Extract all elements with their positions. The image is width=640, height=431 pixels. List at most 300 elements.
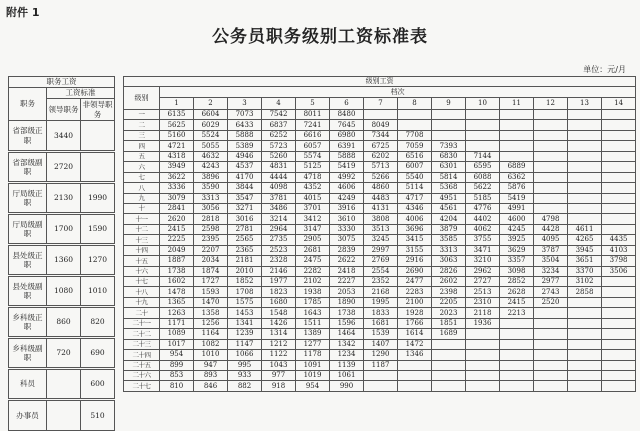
leader-pay: 1080	[47, 276, 81, 307]
grade-value: 2916	[398, 256, 432, 266]
position-row	[9, 214, 115, 245]
grade-value: 6980	[330, 130, 364, 140]
empty-cell	[602, 193, 636, 203]
grade-value: 3808	[364, 214, 398, 224]
grade-value: 3357	[500, 256, 534, 266]
grade-value: 893	[194, 370, 228, 380]
grade-value: 4946	[228, 151, 262, 161]
grade-value: 7393	[432, 141, 466, 151]
grade-value: 2181	[228, 256, 262, 266]
grade-value: 1593	[194, 287, 228, 297]
grade-value: 1539	[364, 329, 398, 339]
grade-value: 990	[330, 381, 364, 391]
grade-value: 5814	[432, 172, 466, 182]
empty-cell	[500, 370, 534, 380]
empty-cell	[466, 381, 500, 391]
grade-value: 2225	[160, 235, 194, 245]
col-header-level: 级别	[124, 87, 160, 110]
grade-value: 3271	[228, 203, 262, 213]
grade-value: 1277	[296, 339, 330, 349]
grade-value: 3629	[500, 245, 534, 255]
empty-cell	[432, 370, 466, 380]
empty-cell	[534, 203, 568, 213]
level-label: 二十六	[124, 370, 160, 380]
grade-value: 2565	[228, 235, 262, 245]
grade-value: 8011	[296, 110, 330, 120]
grade-value: 4170	[228, 172, 262, 182]
empty-cell	[568, 297, 602, 307]
empty-cell	[466, 370, 500, 380]
grade-value: 2328	[262, 256, 296, 266]
grade-value: 2477	[398, 277, 432, 287]
leader-pay: 720	[47, 338, 81, 369]
grade-value: 4245	[500, 224, 534, 234]
grade-value: 4951	[432, 193, 466, 203]
grade-value: 3506	[602, 266, 636, 276]
level-label: 十九	[124, 297, 160, 307]
grade-value: 1178	[296, 350, 330, 360]
grade-value: 7241	[296, 120, 330, 130]
grade-value: 1575	[228, 297, 262, 307]
grade-value: 7645	[330, 120, 364, 130]
grade-value: 5888	[330, 151, 364, 161]
grade-value: 2310	[466, 297, 500, 307]
grade-header-row	[124, 98, 636, 110]
empty-cell	[602, 203, 636, 213]
grade-value: 2100	[398, 297, 432, 307]
empty-cell	[500, 151, 534, 161]
empty-cell	[534, 183, 568, 193]
level-label: 十七	[124, 277, 160, 287]
grade-value: 3925	[500, 235, 534, 245]
level-label: 十八	[124, 287, 160, 297]
grade-value: 4015	[296, 193, 330, 203]
grade-value: 1823	[262, 287, 296, 297]
empty-cell	[602, 360, 636, 370]
step-header: 1	[160, 98, 194, 110]
grade-value: 2053	[330, 287, 364, 297]
grade-value: 5185	[466, 193, 500, 203]
nonleader-pay: 1010	[81, 276, 115, 307]
empty-cell	[534, 339, 568, 349]
grade-value: 6830	[432, 151, 466, 161]
grade-value: 3155	[398, 245, 432, 255]
grade-value: 3585	[432, 235, 466, 245]
grade-value: 2962	[466, 266, 500, 276]
grade-row	[124, 370, 636, 380]
group-header-position-pay: 职务工资	[9, 77, 115, 88]
grade-value: 882	[228, 381, 262, 391]
empty-cell	[398, 381, 432, 391]
empty-cell	[398, 110, 432, 120]
empty-cell	[568, 183, 602, 193]
step-header: 3	[228, 98, 262, 110]
grade-value: 5114	[398, 183, 432, 193]
grade-value: 5419	[500, 193, 534, 203]
position-name: 乡科级副职	[9, 338, 47, 369]
grade-value: 4831	[262, 162, 296, 172]
grade-value: 1314	[262, 329, 296, 339]
grade-value: 3945	[568, 245, 602, 255]
nonleader-pay	[81, 121, 115, 152]
grade-value: 2213	[500, 308, 534, 318]
leader-pay: 2720	[47, 152, 81, 183]
grade-value: 2168	[364, 287, 398, 297]
empty-cell	[534, 360, 568, 370]
grade-value: 3147	[296, 224, 330, 234]
empty-cell	[602, 308, 636, 318]
grade-value: 3210	[466, 256, 500, 266]
grade-header-row	[124, 77, 636, 87]
grade-value: 1091	[296, 360, 330, 370]
grade-value: 5723	[262, 141, 296, 151]
empty-cell	[568, 120, 602, 130]
grade-value: 4098	[262, 183, 296, 193]
position-name: 科员	[9, 369, 47, 400]
step-header: 13	[568, 98, 602, 110]
position-row	[9, 307, 115, 338]
grade-value: 918	[262, 381, 296, 391]
grade-value: 1938	[296, 287, 330, 297]
grade-value: 1708	[228, 287, 262, 297]
level-label: 十五	[124, 256, 160, 266]
grade-value: 2997	[364, 245, 398, 255]
grade-value: 1890	[330, 297, 364, 307]
grade-value: 2841	[160, 203, 194, 213]
empty-cell	[534, 193, 568, 203]
grade-value: 2839	[330, 245, 364, 255]
grade-value: 3075	[330, 235, 364, 245]
grade-value: 3486	[262, 203, 296, 213]
grade-value: 5419	[330, 162, 364, 172]
grade-value: 6516	[398, 151, 432, 161]
grade-value: 1680	[262, 297, 296, 307]
empty-cell	[602, 172, 636, 182]
empty-cell	[432, 339, 466, 349]
grade-value: 2622	[330, 256, 364, 266]
grade-value: 1212	[262, 339, 296, 349]
empty-cell	[602, 162, 636, 172]
grade-value: 7542	[262, 110, 296, 120]
empty-cell	[398, 120, 432, 130]
grade-row	[124, 245, 636, 255]
grade-value: 947	[194, 360, 228, 370]
grade-value: 6889	[500, 162, 534, 172]
leader-pay: 1700	[47, 214, 81, 245]
empty-cell	[602, 339, 636, 349]
grade-value: 1602	[160, 277, 194, 287]
grade-value: 1358	[194, 308, 228, 318]
empty-cell	[602, 287, 636, 297]
grade-value: 3610	[330, 214, 364, 224]
step-header: 9	[432, 98, 466, 110]
empty-cell	[534, 370, 568, 380]
grade-value: 1061	[330, 370, 364, 380]
empty-cell	[568, 318, 602, 328]
grade-row	[124, 162, 636, 172]
grade-value: 1082	[194, 339, 228, 349]
step-header: 4	[262, 98, 296, 110]
empty-cell	[500, 329, 534, 339]
empty-cell	[602, 110, 636, 120]
grade-value: 6057	[296, 141, 330, 151]
grade-value: 1017	[160, 339, 194, 349]
grade-value: 1548	[262, 308, 296, 318]
position-name: 厅局级正职	[9, 183, 47, 214]
leader-pay: 3440	[47, 121, 81, 152]
grade-value: 2102	[296, 277, 330, 287]
grade-value: 3798	[602, 256, 636, 266]
grade-value: 4721	[160, 141, 194, 151]
grade-row	[124, 339, 636, 349]
grade-value: 1010	[194, 350, 228, 360]
grade-value: 2554	[364, 266, 398, 276]
grade-row	[124, 329, 636, 339]
grade-value: 1171	[160, 318, 194, 328]
leader-pay: 1360	[47, 245, 81, 276]
grade-value: 1342	[330, 339, 364, 349]
grade-value: 954	[160, 350, 194, 360]
empty-cell	[534, 162, 568, 172]
grade-value: 1407	[364, 339, 398, 349]
grade-value: 2858	[568, 287, 602, 297]
empty-cell	[568, 141, 602, 151]
empty-cell	[568, 339, 602, 349]
grade-value: 954	[296, 381, 330, 391]
level-label: 一	[124, 110, 160, 120]
grade-value: 5540	[398, 172, 432, 182]
attachment-label: 附件 1	[6, 6, 40, 19]
grade-value: 2034	[194, 256, 228, 266]
grade-value: 2513	[466, 287, 500, 297]
empty-cell	[568, 162, 602, 172]
grade-value: 2826	[432, 266, 466, 276]
step-header: 7	[364, 98, 398, 110]
position-name: 省部级副职	[9, 152, 47, 183]
grade-value: 2023	[432, 308, 466, 318]
grade-value: 5876	[500, 183, 534, 193]
grade-value: 1833	[364, 308, 398, 318]
grade-value: 5625	[160, 120, 194, 130]
level-label: 七	[124, 172, 160, 182]
empty-cell	[568, 172, 602, 182]
grade-value: 3234	[534, 266, 568, 276]
leader-pay	[47, 369, 81, 400]
grade-value: 2398	[432, 287, 466, 297]
grade-value: 3755	[466, 235, 500, 245]
col-header-position: 职务	[9, 88, 47, 121]
grade-value: 2781	[228, 224, 262, 234]
grade-value: 2415	[500, 297, 534, 307]
empty-cell	[364, 381, 398, 391]
grade-value: 2205	[432, 297, 466, 307]
nonleader-pay: 690	[81, 338, 115, 369]
level-label: 八	[124, 183, 160, 193]
grade-value: 1681	[364, 318, 398, 328]
empty-cell	[568, 151, 602, 161]
grade-value: 7144	[466, 151, 500, 161]
empty-cell	[602, 214, 636, 224]
empty-cell	[500, 120, 534, 130]
grade-value: 3415	[398, 235, 432, 245]
level-label: 九	[124, 193, 160, 203]
empty-cell	[500, 130, 534, 140]
empty-cell	[568, 350, 602, 360]
grade-value: 7059	[398, 141, 432, 151]
grade-value: 5160	[160, 130, 194, 140]
empty-cell	[602, 318, 636, 328]
step-header: 12	[534, 98, 568, 110]
grade-row	[124, 224, 636, 234]
grade-value: 1089	[160, 329, 194, 339]
empty-cell	[568, 214, 602, 224]
grade-value: 4265	[568, 235, 602, 245]
level-label: 十	[124, 203, 160, 213]
position-row	[9, 152, 115, 183]
position-name: 县处级副职	[9, 276, 47, 307]
grade-value: 4992	[330, 172, 364, 182]
empty-cell	[432, 130, 466, 140]
grade-value: 1766	[398, 318, 432, 328]
grade-value: 5055	[194, 141, 228, 151]
grade-value: 3330	[330, 224, 364, 234]
position-header-row	[9, 77, 115, 88]
empty-cell	[432, 381, 466, 391]
nonleader-pay	[81, 152, 115, 183]
grade-value: 1453	[228, 308, 262, 318]
empty-cell	[500, 110, 534, 120]
grade-value: 1043	[262, 360, 296, 370]
grade-value: 6616	[296, 130, 330, 140]
grade-value: 2520	[534, 297, 568, 307]
step-header: 11	[500, 98, 534, 110]
grade-value: 1738	[330, 308, 364, 318]
grade-row	[124, 350, 636, 360]
position-row	[9, 369, 115, 400]
grade-value: 3844	[228, 183, 262, 193]
grade-value: 1738	[160, 266, 194, 276]
empty-cell	[568, 329, 602, 339]
grade-row	[124, 110, 636, 120]
grade-value: 2418	[330, 266, 364, 276]
grade-header-row	[124, 87, 636, 98]
grade-value: 1887	[160, 256, 194, 266]
grade-value: 1727	[194, 277, 228, 287]
grade-value: 4600	[500, 214, 534, 224]
empty-cell	[466, 339, 500, 349]
grade-value: 6202	[364, 151, 398, 161]
grade-value: 1187	[364, 360, 398, 370]
grade-value: 1928	[398, 308, 432, 318]
grade-value: 5368	[432, 183, 466, 193]
empty-cell	[602, 297, 636, 307]
col-header-leader: 领导职务	[47, 99, 81, 121]
step-header: 6	[330, 98, 364, 110]
nonleader-pay: 1270	[81, 245, 115, 276]
empty-cell	[534, 318, 568, 328]
grade-value: 6362	[500, 172, 534, 182]
col-header-standard: 工资标准	[47, 88, 115, 99]
step-header: 10	[466, 98, 500, 110]
grade-value: 4006	[398, 214, 432, 224]
step-header: 5	[296, 98, 330, 110]
grade-value: 2146	[262, 266, 296, 276]
grade-value: 6252	[262, 130, 296, 140]
grade-value: 1341	[228, 318, 262, 328]
grade-value: 6433	[228, 120, 262, 130]
level-label: 二十四	[124, 350, 160, 360]
empty-cell	[568, 370, 602, 380]
grade-value: 3471	[466, 245, 500, 255]
grade-value: 1478	[160, 287, 194, 297]
empty-cell	[534, 151, 568, 161]
grade-value: 2415	[160, 224, 194, 234]
grade-value: 3336	[160, 183, 194, 193]
empty-cell	[432, 110, 466, 120]
grade-value: 4428	[534, 224, 568, 234]
grade-value: 1785	[296, 297, 330, 307]
nonleader-pay: 510	[81, 400, 115, 431]
grade-value: 4352	[296, 183, 330, 193]
group-header-grade-pay: 级别工资	[124, 77, 636, 87]
grade-value: 6595	[466, 162, 500, 172]
position-row	[9, 121, 115, 152]
grade-value: 5266	[364, 172, 398, 182]
grade-value: 1066	[228, 350, 262, 360]
grade-row	[124, 297, 636, 307]
grade-value: 4435	[602, 235, 636, 245]
step-header: 2	[194, 98, 228, 110]
nonleader-pay: 820	[81, 307, 115, 338]
grade-value: 3916	[330, 203, 364, 213]
grade-value: 3504	[534, 256, 568, 266]
level-label: 四	[124, 141, 160, 151]
grade-value: 3412	[296, 214, 330, 224]
grade-value: 2769	[364, 256, 398, 266]
leader-pay: 860	[47, 307, 81, 338]
grade-value: 1365	[160, 297, 194, 307]
empty-cell	[602, 120, 636, 130]
grade-value: 1426	[262, 318, 296, 328]
grade-value: 1263	[160, 308, 194, 318]
grade-value: 1164	[194, 329, 228, 339]
level-label: 二十五	[124, 360, 160, 370]
grade-value: 3102	[568, 277, 602, 287]
nonleader-pay: 600	[81, 369, 115, 400]
grade-value: 4131	[364, 203, 398, 213]
grade-value: 4483	[364, 193, 398, 203]
grade-value: 4249	[330, 193, 364, 203]
grade-value: 4095	[534, 235, 568, 245]
level-label: 二	[124, 120, 160, 130]
empty-cell	[602, 183, 636, 193]
leader-pay: 2130	[47, 183, 81, 214]
empty-cell	[466, 120, 500, 130]
grade-row	[124, 277, 636, 287]
grade-value: 2743	[534, 287, 568, 297]
grade-value: 1851	[432, 318, 466, 328]
col-header-nonleader: 非领导职务	[81, 99, 115, 121]
grade-value: 1234	[330, 350, 364, 360]
grade-value: 8480	[330, 110, 364, 120]
level-label: 二十三	[124, 339, 160, 349]
empty-cell	[432, 120, 466, 130]
grade-value: 2628	[500, 287, 534, 297]
grade-value: 4204	[432, 214, 466, 224]
grade-value: 2818	[194, 214, 228, 224]
grade-value: 3313	[432, 245, 466, 255]
grade-value: 4860	[364, 183, 398, 193]
